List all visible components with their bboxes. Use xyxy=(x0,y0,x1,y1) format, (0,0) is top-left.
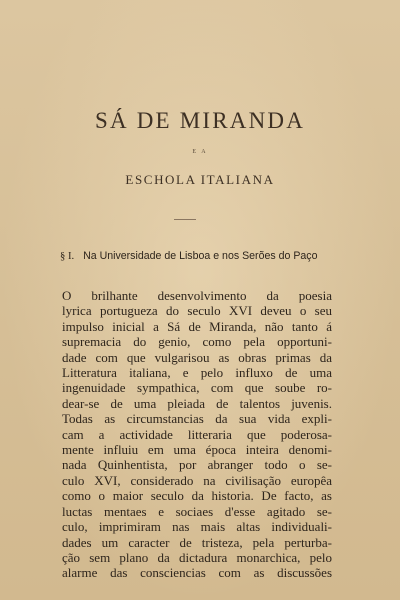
paragraph-line: impulso inicial a Sá de Miranda, não tanto á xyxy=(62,318,332,334)
paragraph-line: como o maior seculo da historia. De facto, as xyxy=(62,488,332,504)
paragraph-line: mente influiu em uma época inteira denomi- xyxy=(62,442,332,458)
paragraph-line: dades um caracter de tristeza, pela perturba- xyxy=(62,534,332,550)
paragraph-line: O brilhante desenvolvimento da poesia xyxy=(62,288,332,303)
ornamental-rule xyxy=(174,219,196,220)
body-paragraph xyxy=(62,288,332,581)
chapter-title: SÁ DE MIRANDA xyxy=(94,108,306,133)
paragraph-line: luctas mentaes e sociaes d'esse agitado se- xyxy=(62,503,332,519)
paragraph-line: cam a actividade litteraria que poderosa- xyxy=(62,426,332,442)
paragraph-line: ção sem plano da dictadura monarchica, pelo xyxy=(62,549,332,565)
paragraph-line: culo, imprimiram nas mais altas individuali- xyxy=(62,519,332,535)
paragraph-line: supremacia do genio, como pela opportuni- xyxy=(62,334,332,350)
paragraph-line: alarme das consciencias com as discussões xyxy=(62,565,332,581)
paragraph-line: culo XVI, considerado na civilisação europêa xyxy=(62,472,332,488)
paragraph-line: dade com que vulgarisou as obras primas da xyxy=(62,349,332,365)
paragraph-line: dear-se de uma pleiada de talentos juvenis. xyxy=(62,395,332,411)
paragraph-line: lyrica portugueza do seculo XVI deveu o seu xyxy=(62,303,332,319)
section-heading xyxy=(60,250,360,262)
chapter-subtitle: ESCHOLA ITALIANA xyxy=(125,172,275,187)
title-conjunction: E A xyxy=(192,149,208,155)
paragraph-line: ingenuidade sympathica, com que soube ro- xyxy=(62,380,332,396)
paragraph-line: nada Quinhentista, por abranger todo o se- xyxy=(62,457,332,473)
paragraph-line: Litteratura italiana, e pelo influxo de uma xyxy=(62,365,332,381)
section-heading-text: Na Universidade de Lisboa e nos Serões do Paço xyxy=(83,250,318,262)
section-symbol: § I. xyxy=(60,251,75,262)
paragraph-line: Todas as circumstancias da sua vida expli- xyxy=(62,411,332,427)
